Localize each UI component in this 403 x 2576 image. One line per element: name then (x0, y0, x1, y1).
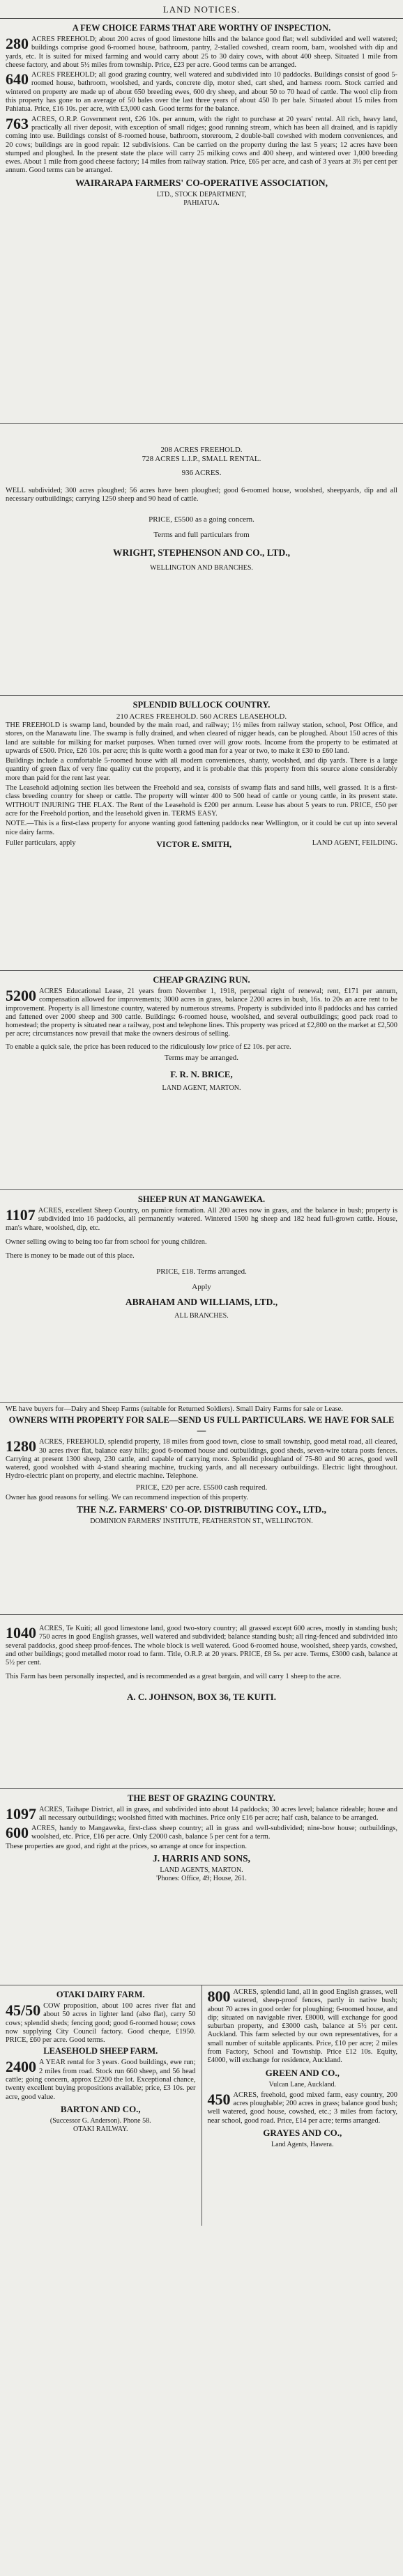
listing-otaki: 45/50 COW proposition, about 100 acres river flat and about 50 acres in lighter land (also flat), carry 50 cows; splendid sheds; fencing good; good 6-roomed house; cows now supplying City Council factory. Good cheque, £1950. PRICE, £60 per acre. Good terms. (6, 2001, 196, 2045)
listing-line: 936 ACRES. (181, 469, 222, 477)
listing-1040: 1040 ACRES, Te Kuiti; all good limestone land, good two-story country; all grassed except 600 acres, mostly in standing bush; 750 acres in good English grasses, well watered and subdivided; balance standing bush; all ring-fenced and subdivided into several paddocks, good sheep proof-fences. The whole block is well watered. Good 6-roomed house, woolshed, sheep yards, cowshed, and other buildings; good metalled motor road to farm. Title, O.R.P. at 20 years. PRICE, £8 5s. per acre. Terms, £3000 cash, balance at 5½ per cent. (6, 1624, 397, 1667)
price: PRICE, £20 per acre. £5500 cash required. (135, 1483, 268, 1492)
firm-name: J. HARRIS AND SONS, (153, 1853, 250, 1864)
firm-phones: 'Phones: Office, 49; House, 261. (156, 1875, 247, 1883)
ad-title: SPLENDID BULLOCK COUNTRY. (132, 700, 271, 710)
ad-intro: WE have buyers for—Dairy and Sheep Farms (suitable for Returned Soldiers). Small Dairy Farms for sale or Lease. (6, 1405, 343, 1413)
listing-800: 800 ACRES, splendid land, all in good English grasses, well watered, sheep-proof fences, partly in native bush; about 70 acres in good order for ploughing; 6-roomed house, and dip; situated on navigable river. £8000, will exchange for good suburban property, and £3000 cash, balance at 5½ per cent. Auckland. This farm selected by our own representatives, for a small number of suitable applicants. Price, £10 per acre; 2 miles from Factory, School and Township. Price £12 10s. Equity, £4000, will exchange for residence, Auckland. (207, 1988, 397, 2065)
ad-body: Owner has good reasons for selling. We can recommend inspection of this property. (6, 1493, 249, 1501)
firm-name: WAIRARAPA FARMERS' CO-OPERATIVE ASSOCIATION, (75, 177, 328, 188)
agent-sub: Vulcan Lane, Auckland. (268, 2080, 337, 2089)
ad-body: WELL subdivided; 300 acres ploughed; 56 acres have been ploughed; good 6-roomed house, woolshed, sheepyards, dip and all necessary outbuildings; carrying 1250 sheep and 90 head of cattle. (6, 487, 397, 504)
listing-line: 208 ACRES FREEHOLD. (160, 446, 243, 454)
agent-sub: Land Agents, Hawera. (271, 2140, 334, 2148)
ad-title: THE BEST OF GRAZING COUNTRY. (128, 1793, 275, 1803)
ad-wright-stephenson (0, 424, 403, 696)
listing-1097: 1097 ACRES, Taihape District, all in grass, and subdivided into about 14 paddocks; 30 acres level; balance rideable; house and all necessary outbuildings; woolshed fitted with machines. Price only £16 per acre; half cash, balance to be arranged. (6, 1805, 397, 1822)
listing-640: 640 ACRES FREEHOLD; all good grazing country, well watered and subdivided into 10 paddocks. Buildings consist of good 5-roomed house, bathroom, woolshed, and yards, concrete dip, motor shed, cart shed, and harness room. Stock carried and wintered on property are made up of about 650 breeding ewes, 600 dry sheep, and about 50 to 70 head of cattle. The wool clip from this property has gone to an average of 50 bales over the last three years of about 450 lb per bale. Situated about 15 miles from Pahiatua. Price, £16 10s. per acre, with £3,000 cash. Good terms for the balance. (6, 70, 397, 114)
ad-nz-farmers (0, 1403, 403, 1615)
ad-title: CHEAP GRAZING RUN. (153, 975, 250, 985)
ad-body: The Leasehold adjoining section lies between the Freehold and sea, consists of swamp flats and sand hills, well grassed. It is a first-class breeding country for sheep or cattle. The property will winter 400 to 500 head of cattle or young cattle, in its present state. WITHOUT INJURING THE FLAX. The Rent of the Leasehold is £200 per annum. Lease has about 5 years to run. PRICE, £50 per acre for the Freehold portion, and the leasehold given in. TERMS EASY. (6, 784, 397, 818)
terms: Terms and full particulars from (153, 530, 250, 539)
firm-sub: DOMINION FARMERS' INSTITUTE, FEATHERSTON ST., WELLINGTON. (90, 1517, 313, 1526)
listing-763: 763 ACRES, O.R.P. Government rent, £26 10s. per annum, with the right to purchase at 20 years' rental. All rich, heavy land, practically all river deposit, with exception of small ridges; good running stream, which has been all drained, and is rapidly coming into use. Buildings consist of 8-roomed house, bathroom, storeroom, 2 double-ball cowshed with modern conveniences, and 20 cows; buildings are in good repair. 12 subdivisions. Can be carried on the property during the last 5 years; 12 acres have been stumped and ploughed. In the present state the place will carry 25 milking cows and 400 sheep, and wintered over 1,000 breeding ewes. About 1 mile from good cheese factory; 14 miles from railway station. Price, £65 per acre, and cash of 3 years at 3½ per cent per annum. Good terms can be arranged. (6, 114, 397, 175)
agent-name: BARTON AND CO., (60, 2103, 141, 2114)
listing-leasehold: 2400 A YEAR rental for 3 years. Good buildings, ewe run; 2 miles from road. Stock run 660 sheep, and 56 head cattle; going concern, approx £2200 the lot. Exceptional chance, twenty excellent buying propositions available; price, £3 10s. per acre, good value. (6, 2058, 196, 2101)
ad-title: OTAKI DAIRY FARM. (56, 1990, 145, 1999)
agent-sub: (Successor G. Anderson). Phone 58. (50, 2116, 151, 2125)
agent-name: A. C. JOHNSON, BOX 36, TE KUITI. (127, 1691, 276, 1702)
ad-abraham-williams (0, 1190, 403, 1403)
bottom-columns (0, 1985, 403, 2226)
firm-name: THE N.Z. FARMERS' CO-OP. DISTRIBUTING COY., LTD., (77, 1504, 326, 1515)
signature: Fuller particulars, apply VICTOR E. SMITH, LAND AGENT, FEILDING. (6, 838, 397, 849)
firm-name: ABRAHAM AND WILLIAMS, LTD., (125, 1297, 278, 1308)
firm-sub: LAND AGENTS, MARTON. (160, 1866, 243, 1875)
ad-wairarapa (0, 19, 403, 424)
section-header: LAND NOTICES. (0, 0, 403, 19)
listing-1280: 1280 ACRES, FREEHOLD, splendid property, 18 miles from good town, close to small township, good metal road, all cleared, 30 acres river flat, balance easy hills; good 6-roomed house and outbuildings, good sheds, seven-wire totara posts fences. Carrying at present 1300 sheep, 230 cattle, and capable of carrying more. Splendid ploughland of 75-80 and 90 acres, good well watered, good woolshed with 4-stand shearing machine, trucking yards, and all necessary outbuildings. Electric light throughout. Hydro-electric plant on property, and electric machine. Telephone. (6, 1437, 397, 1481)
ad-body: These properties are good, and right at the prices, so arrange at once for inspection. (6, 1843, 247, 1851)
ad-green-grayes (202, 1985, 403, 2226)
ad-body: This Farm has been personally inspected, and is recommended as a great bargain, and will carry 1 sheep to the acre. (6, 1673, 342, 1681)
ad-body: There is money to be made out of this place. (6, 1252, 135, 1260)
ad-johnson (0, 1615, 403, 1789)
ad-body: To enable a quick sale, the price has been reduced to the ridiculously low price of £2 10s. per acre. (6, 1043, 291, 1051)
firm-name: WRIGHT, STEPHENSON AND CO., LTD., (113, 547, 290, 558)
agent-sub: OTAKI RAILWAY. (73, 2125, 128, 2133)
listing-450: 450 ACRES, freehold, good mixed farm, easy country, 200 acres ploughable; 200 acres in grass; balance good bush; well watered, good house, cowshed, etc.; 3 miles from factory, near school, good road. Price, £14 per acre; terms arranged. (207, 2090, 397, 2125)
ad-subtitle: OWNERS WITH PROPERTY FOR SALE—SEND US FULL PARTICULARS. WE HAVE FOR SALE— (8, 1415, 395, 1436)
terms: Terms may be arranged. (164, 1054, 239, 1063)
agent-sub: LAND AGENT, MARTON. (162, 1084, 241, 1093)
agent-name: F. R. N. BRICE, (170, 1069, 233, 1080)
firm-sub: WELLINGTON AND BRANCHES. (150, 563, 253, 572)
ad-victor-smith (0, 696, 403, 971)
listing-5200: 5200 ACRES Educational Lease, 21 years from November 1, 1918, perpetual right of renewal; rent, £171 per annum, compensation allowed for improvements; 3000 acres in grass, balance 2200 acres in bush, 16s. to 20s an acre rent to be improvement. Property is all limestone country, watered by numerous streams. Property is subdivided into 8 paddocks and has carried and fattened over 2000 sheep and 300 cattle. Buildings: 6-roomed house, woolshed, and several outbuildings; good pack road to homestead; the property is situated near a railway, post and telephone lines. This property was priced at £2,800 on the market at £2,500 per acre; circumstances now prevail that make the owners desirous of selling. (6, 987, 397, 1038)
price: PRICE, £5500 as a going concern. (149, 515, 254, 524)
firm-sub: ALL BRANCHES. (174, 1312, 229, 1320)
ad-barton (0, 1985, 202, 2226)
ad-body: Owner selling owing to being too far from school for young children. (6, 1238, 207, 1246)
ad-title: A FEW CHOICE FARMS THAT ARE WORTHY OF INSPECTION. (72, 23, 331, 33)
ad-title: SHEEP RUN AT MANGAWEKA. (137, 1194, 266, 1204)
agent-name: GREEN AND CO., (265, 2067, 340, 2078)
ad-title: LEASEHOLD SHEEP FARM. (43, 2046, 158, 2056)
firm-sub: LTD., STOCK DEPARTMENT, (156, 190, 247, 198)
ad-brice (0, 971, 403, 1190)
agent-name: GRAYES AND CO., (263, 2127, 342, 2138)
price: PRICE, £18. Terms arranged. (156, 1267, 247, 1277)
listing-600: 600 ACRES, handy to Mangaweka, first-class sheep country; all in grass and well-subdivided; nine-bow house; outbuildings, woolshed, etc. Price, £16 per acre. Only £2000 cash, balance 5 per cent for a term. (6, 1823, 397, 1841)
ad-harris (0, 1789, 403, 1985)
apply: Apply (192, 1283, 211, 1292)
listing-280: 280 ACRES FREEHOLD; about 200 acres of good limestone hills and the balance good flat; well subdivided and well watered; buildings comprise good 6-roomed house, bathroom, pantry, 2-stalled cowshed, cream room, barn, woolshed with dip and yards, etc. It is suited for mixed farming and would carry about 25 to 30 dairy cows, with about 400 sheep. Situated 1 mile from cheese factory, and about 5½ miles from township. Price, £23 per acre. Good terms can be arranged. (6, 35, 397, 69)
ad-body: Buildings include a comfortable 5-roomed house with all modern conveniences, shanty, woolshed, and dip yards. There is a large quantity of green flax of very fine quality cut the property, and it is probable that this property from this source alone considerably more than paid for the rent last year. (6, 757, 397, 782)
ad-body: THE FREEHOLD is swamp land, bounded by the main road, and railway; 1½ miles from railway station, school, Post Office, and stores, on the Manawatu line. The swamp is fully drained, and when cleared of nigger heads, can be ploughed. About 150 acres of this land are suitable for milking for market purposes. When turned over will grow roots. Income from the property to be estimated at upwards of £500. Price, £26 10s. per acre; this is quite worth a good man for a year or two, to make it £30 to £60 land. (6, 721, 397, 755)
firm-town: PAHIATUA. (183, 198, 220, 207)
ad-note: NOTE.—This is a first-class property for anyone wanting good fattening paddocks near Wellington, or it could be cut up into several nice dairy farms. (6, 820, 397, 836)
listing-1107: 1107 ACRES, excellent Sheep Country, on pumice formation. All 200 acres now in grass, and the balance in bush; property is subdivided into 16 paddocks, all permanently watered. Wintered 1500 hg sheep and 182 head full-grown cattle. House, man's whare, woolshed, dip, etc. (6, 1206, 397, 1232)
listing-line: 728 ACRES L.I.P., SMALL RENTAL. (142, 455, 261, 463)
ad-subtitle: 210 ACRES FREEHOLD. 560 ACRES LEASEHOLD. (116, 712, 287, 721)
